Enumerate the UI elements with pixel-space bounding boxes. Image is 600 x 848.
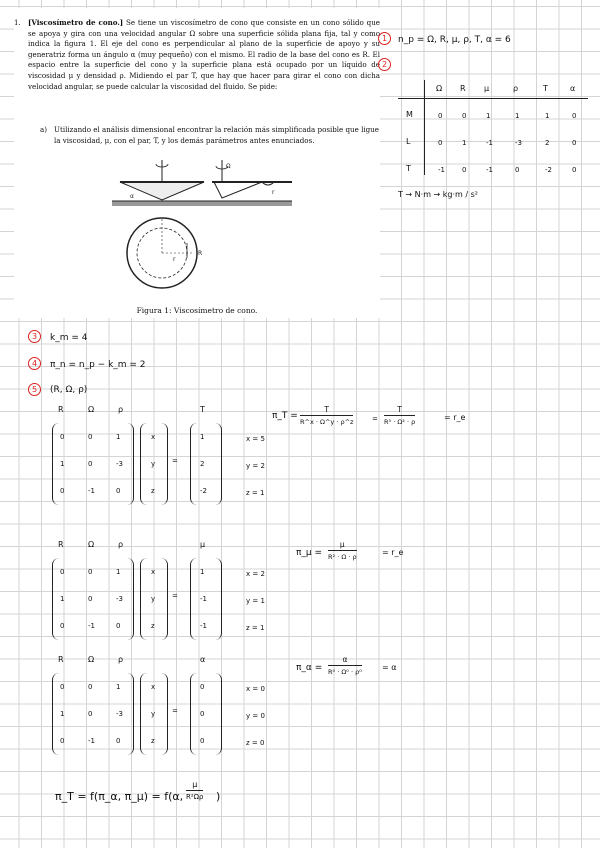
rhs-cell: 1 <box>200 568 205 576</box>
solution-value: y = 0 <box>246 712 265 720</box>
matrix-cell: 0 <box>60 487 65 495</box>
dim-cell: 1 <box>545 112 550 120</box>
matrix-cell: 0 <box>60 737 65 745</box>
rhs-cell: 1 <box>200 433 205 441</box>
system-header: Ω <box>88 540 95 549</box>
matrix-cell: -1 <box>88 737 95 745</box>
matrix-cell: 0 <box>60 683 65 691</box>
equals-sign: = <box>172 457 178 465</box>
final-relation <box>55 790 183 803</box>
var-cell: y <box>151 460 156 468</box>
final-close: ) <box>216 790 221 803</box>
var-cell: y <box>151 710 156 718</box>
pi-result: = r_e <box>444 413 466 422</box>
solution-value: z = 0 <box>246 739 265 747</box>
rhs-cell: 0 <box>200 683 205 691</box>
cone-right <box>214 182 262 198</box>
r-label-right: r <box>272 189 275 196</box>
dim-row-label: T <box>406 164 411 173</box>
step5-text: (R, Ω, ρ) <box>50 385 88 395</box>
var-cell: y <box>151 595 156 603</box>
system-header: Ω <box>88 405 95 414</box>
pi-num: α <box>328 655 362 666</box>
dim-cell: -1 <box>486 139 493 147</box>
pi-fraction <box>328 540 357 561</box>
system-header: μ <box>200 540 206 549</box>
dim-cell: 1 <box>515 112 520 120</box>
dim-row-label: L <box>406 137 411 146</box>
matrix-cell: 0 <box>88 595 93 603</box>
matrix-cell: -1 <box>88 487 95 495</box>
part-text: Utilizando el análisis dimensional encontrar la relación más simplificada posible que ligue la viscosidad, μ, con el par, T, y los demás parámetros antes enunciados. <box>54 125 379 145</box>
matrix-cell: 1 <box>60 595 65 603</box>
dimensional-table <box>398 80 593 180</box>
var-cell: z <box>151 622 155 630</box>
matrix-cell: 0 <box>60 433 65 441</box>
pi-result: = r_e <box>382 548 404 557</box>
matrix-cell: 0 <box>88 433 93 441</box>
matrix-cell: 1 <box>116 433 121 441</box>
omega-label: Ω <box>226 163 231 170</box>
figure-caption: Figura 1: Viscosímetro de cono. <box>136 306 258 315</box>
pi-fraction-substituted <box>384 405 415 426</box>
equals-sign: = <box>172 592 178 600</box>
solution-value: x = 0 <box>246 685 265 693</box>
matrix-cell: 0 <box>88 568 93 576</box>
solution-value: z = 1 <box>246 624 265 632</box>
matrix-cell: 0 <box>60 568 65 576</box>
dim-cell: 0 <box>462 112 467 120</box>
r-label-top: r <box>173 256 176 263</box>
step2-marker: 2 <box>378 58 391 71</box>
dim-cell: 2 <box>545 139 550 147</box>
equals-sign: = <box>172 707 178 715</box>
base-plate <box>112 201 292 206</box>
step3-marker: 3 <box>28 330 41 343</box>
pi-fraction <box>328 655 362 676</box>
system-header: T <box>200 405 205 414</box>
part-label: a) <box>40 125 47 134</box>
dim-col-header: μ <box>484 84 490 93</box>
dim-cell: 0 <box>438 139 443 147</box>
step3-text: k_m = 4 <box>50 333 88 343</box>
dim-col-header: T <box>543 84 548 93</box>
dim-cell: 1 <box>462 139 467 147</box>
final-num: μ <box>186 780 203 791</box>
step4-text: π_n = n_p − k_m = 2 <box>50 360 146 370</box>
system-header: R <box>58 540 64 549</box>
matrix-cell: 0 <box>116 737 121 745</box>
pi-den: R² · Ω · ρ <box>328 553 357 561</box>
final-lhs: π_T = f(π_α, π_μ) = f(α, <box>55 790 184 803</box>
dim-cell: -1 <box>438 166 445 174</box>
pi-num2: T <box>384 405 415 416</box>
solution-value: z = 1 <box>246 489 265 497</box>
matrix-cell: -3 <box>116 595 123 603</box>
final-fraction <box>186 780 203 801</box>
matrix-cell: -1 <box>88 622 95 630</box>
matrix-cell: 0 <box>60 622 65 630</box>
rhs-vector <box>190 673 222 755</box>
dim-cell: 0 <box>572 112 577 120</box>
dim-col-header: Ω <box>436 84 443 93</box>
step1-marker: 1 <box>378 32 391 45</box>
pi-label: π_α = <box>296 663 323 673</box>
dim-cell: 0 <box>572 166 577 174</box>
dim-cell: 1 <box>486 112 491 120</box>
dim-cell: -1 <box>486 166 493 174</box>
dim-col-header: α <box>570 84 576 93</box>
var-cell: x <box>151 433 156 441</box>
system-header: R <box>58 655 64 664</box>
dim-cell: -3 <box>515 139 522 147</box>
matrix-cell: 0 <box>116 622 121 630</box>
solution-value: y = 1 <box>246 597 265 605</box>
rhs-cell: -1 <box>200 622 207 630</box>
problem-statement <box>14 8 380 318</box>
dim-cell: 0 <box>438 112 443 120</box>
rhs-cell: 2 <box>200 460 205 468</box>
matrix-cell: -3 <box>116 460 123 468</box>
step5-marker: 5 <box>28 383 41 396</box>
system-header: α <box>200 655 206 664</box>
pi-label: π_T = <box>272 411 298 421</box>
matrix-cell: 0 <box>88 710 93 718</box>
step4-marker: 4 <box>28 357 41 370</box>
pi-fraction <box>300 405 353 426</box>
matrix-cell: -3 <box>116 710 123 718</box>
var-cell: z <box>151 487 155 495</box>
system-header: ρ <box>118 405 124 414</box>
rhs-cell: 0 <box>200 710 205 718</box>
rhs-cell: -2 <box>200 487 207 495</box>
pi-num: μ <box>328 540 357 551</box>
var-cell: x <box>151 568 156 576</box>
alpha-label-left: α <box>130 193 134 200</box>
pi-num: T <box>300 405 353 416</box>
pi-equals: = <box>372 415 378 423</box>
system-header: R <box>58 405 64 414</box>
dim-cell: 0 <box>572 139 577 147</box>
step1-text: n_p = Ω, R, μ, ρ, T, α = 6 <box>398 35 511 45</box>
matrix-cell: 1 <box>116 568 121 576</box>
dim-cell: -2 <box>545 166 552 174</box>
pi-den2: R⁵ · Ω² · ρ <box>384 418 416 426</box>
solution-value: x = 2 <box>246 570 265 578</box>
solution-value: y = 2 <box>246 462 265 470</box>
system-header: ρ <box>118 540 124 549</box>
problem-text <box>28 18 380 92</box>
viscometer-figure <box>112 158 292 298</box>
matrix-cell: 1 <box>60 460 65 468</box>
radius-label: R <box>198 250 203 257</box>
var-cell: x <box>151 683 156 691</box>
matrix-cell: 1 <box>116 683 121 691</box>
matrix-cell: 0 <box>88 683 93 691</box>
problem-title: [Viscosímetro de cono.] <box>28 18 124 27</box>
problem-statement-text: Se tiene un viscosímetro de cono que consiste en un cono sólido que se apoya y gira con una velocidad angular Ω sobre una superficie sólida plana fija, tal y como indica la figura 1. El eje del cono es perpendicular al plano de la superficie de apoyo y su generatriz forma un ángulo α (muy pequeño) con el mismo. El radio de la base del cono es R. El espacio entre la superficie del cono y la superficie plana está ocupado por un líquido de viscosidad μ y densidad ρ. Midiendo el par T, que hay que hacer para girar el cono con dicha velocidad angular, se puede calcular la viscosidad del fluido. Se pide: <box>28 18 380 91</box>
pi-result: = α <box>382 663 397 672</box>
dim-col-header: ρ <box>513 84 519 93</box>
dim-row-label: M <box>406 110 413 119</box>
problem-number: 1. <box>14 18 21 27</box>
system-header: Ω <box>88 655 95 664</box>
solution-value: x = 5 <box>246 435 265 443</box>
var-cell: z <box>151 737 155 745</box>
final-den: R²Ωρ <box>186 793 204 801</box>
system-header: ρ <box>118 655 124 664</box>
matrix-cell: 0 <box>116 487 121 495</box>
pi-label: π_μ = <box>296 548 323 558</box>
dim-cell: 0 <box>515 166 520 174</box>
torque-units: T → N·m → kg·m / s² <box>398 190 478 199</box>
rhs-cell: -1 <box>200 595 207 603</box>
matrix-cell: 0 <box>88 460 93 468</box>
pi-den: R^x · Ω^y · ρ^z <box>300 418 354 426</box>
matrix-cell: 1 <box>60 710 65 718</box>
rhs-cell: 0 <box>200 737 205 745</box>
dim-col-header: R <box>460 84 466 93</box>
pi-den: R⁰ · Ω⁰ · ρ⁰ <box>328 668 362 676</box>
dim-cell: 0 <box>462 166 467 174</box>
